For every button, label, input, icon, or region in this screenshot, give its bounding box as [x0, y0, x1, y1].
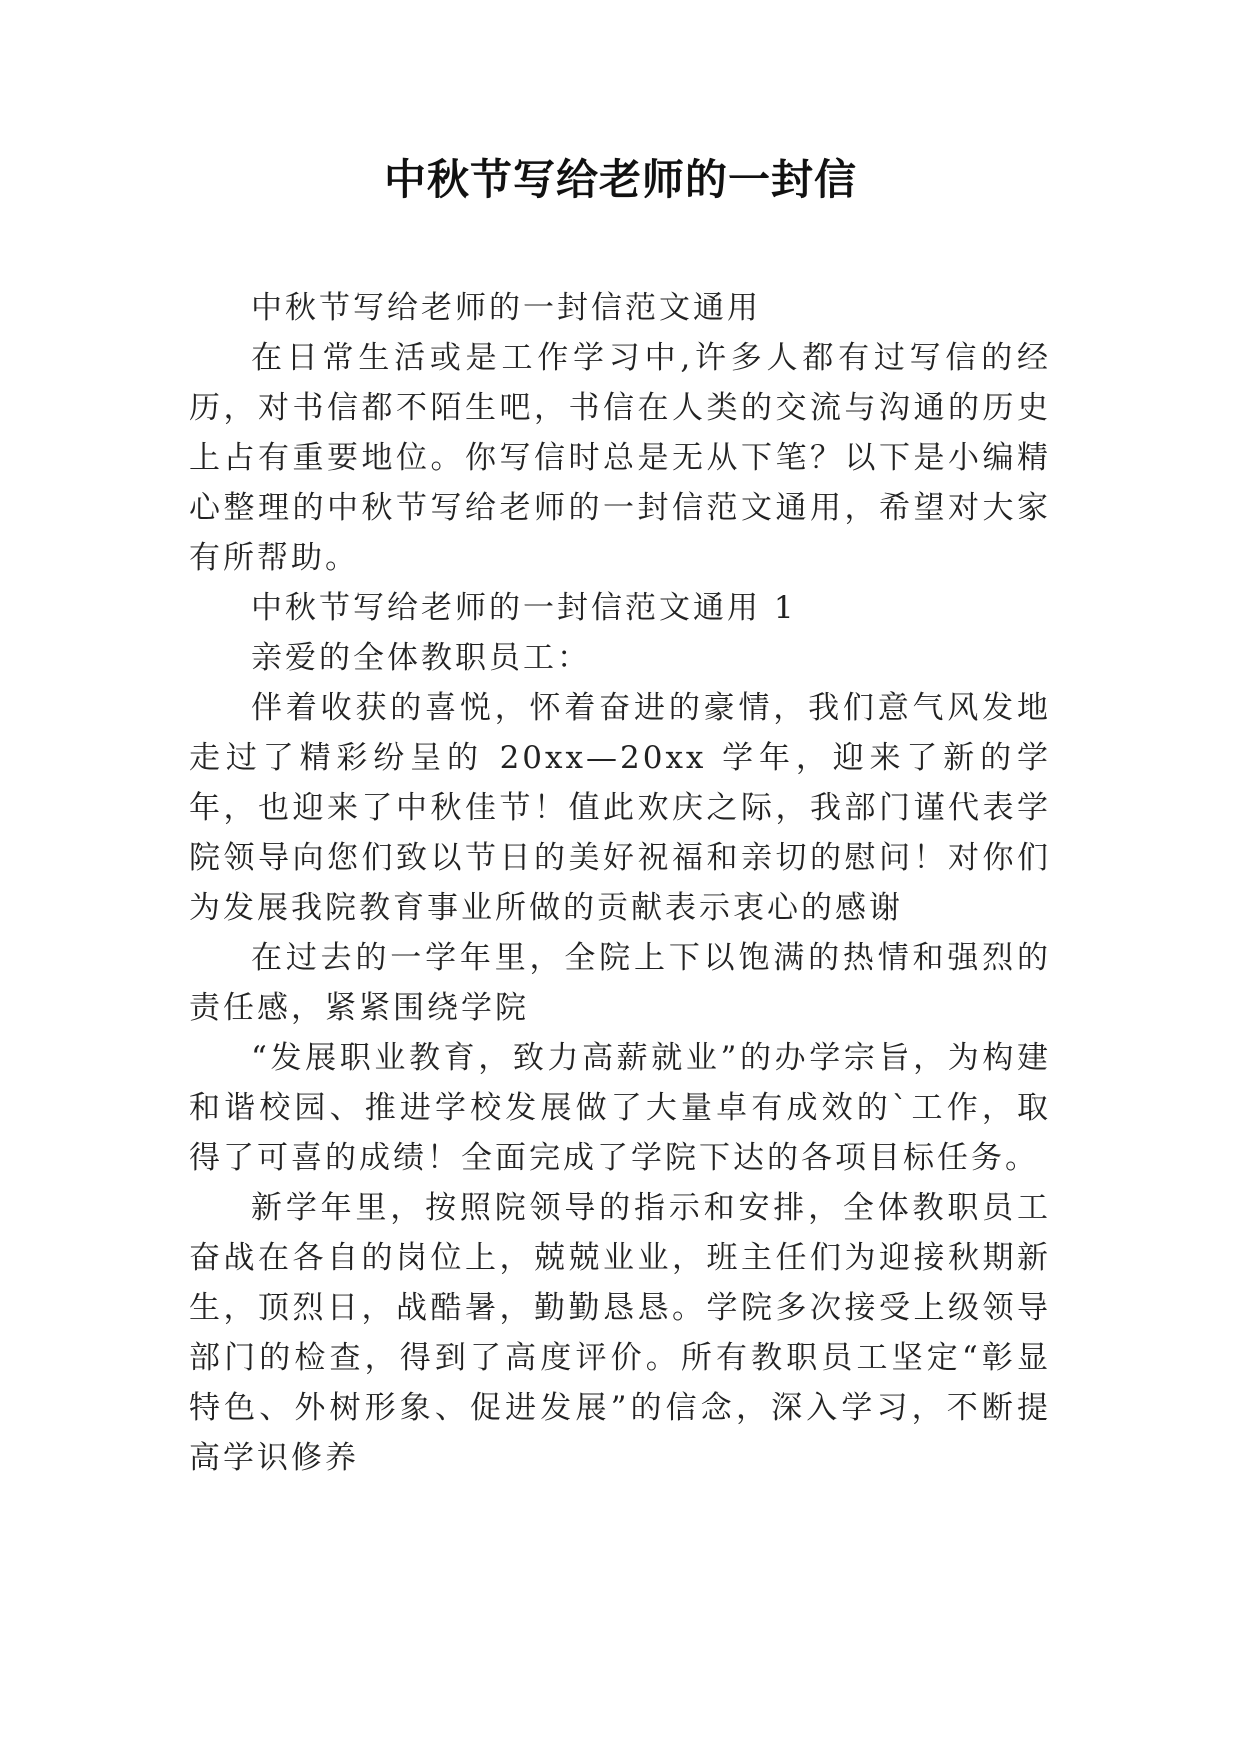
paragraph-subtitle: 中秋节写给老师的一封信范文通用: [251, 290, 761, 326]
document-body: [189, 283, 1051, 1483]
paragraph-past-year: 在过去的一学年里，全院上下以饱满的热情和强烈的责任感，紧紧围绕学院: [189, 940, 1051, 1026]
paragraph-mission: “发展职业教育，致力高薪就业”的办学宗旨，为构建和谐校园、推进学校发展做了大量卓有成效的`工作，取得了可喜的成绩！全面完成了学院下达的各项目标任务。: [189, 1040, 1051, 1176]
paragraph-greeting: 伴着收获的喜悦，怀着奋进的豪情，我们意气风发地走过了精彩纷呈的 20xx—20xx 学年，迎来了新的学年，也迎来了中秋佳节！值此欢庆之际，我部门谨代表学院领导向您们致以节日的美好祝福和亲切的慰问！对你们为发展我院教育事业所做的贡献表示衷心的感谢: [189, 690, 1051, 926]
paragraph-intro: 在日常生活或是工作学习中,许多人都有过写信的经历，对书信都不陌生吧，书信在人类的交流与沟通的历史上占有重要地位。你写信时总是无从下笔？以下是小编精心整理的中秋节写给老师的一封信范文通用，希望对大家有所帮助。: [189, 340, 1051, 576]
paragraph-new-year: 新学年里，按照院领导的指示和安排，全体教职员工奋战在各自的岗位上，兢兢业业，班主任们为迎接秋期新生，顶烈日，战酷暑，勤勤恳恳。学院多次接受上级领导部门的检查，得到了高度评价。所有教职员工坚定“彰显特色、外树形象、促进发展”的信念，深入学习，不断提高学识修养: [189, 1190, 1051, 1476]
paragraph-section-heading: 中秋节写给老师的一封信范文通用 1: [251, 590, 797, 626]
paragraph-salutation: 亲爱的全体教职员工：: [251, 640, 591, 676]
page-title: 中秋节写给老师的一封信: [383, 155, 857, 204]
